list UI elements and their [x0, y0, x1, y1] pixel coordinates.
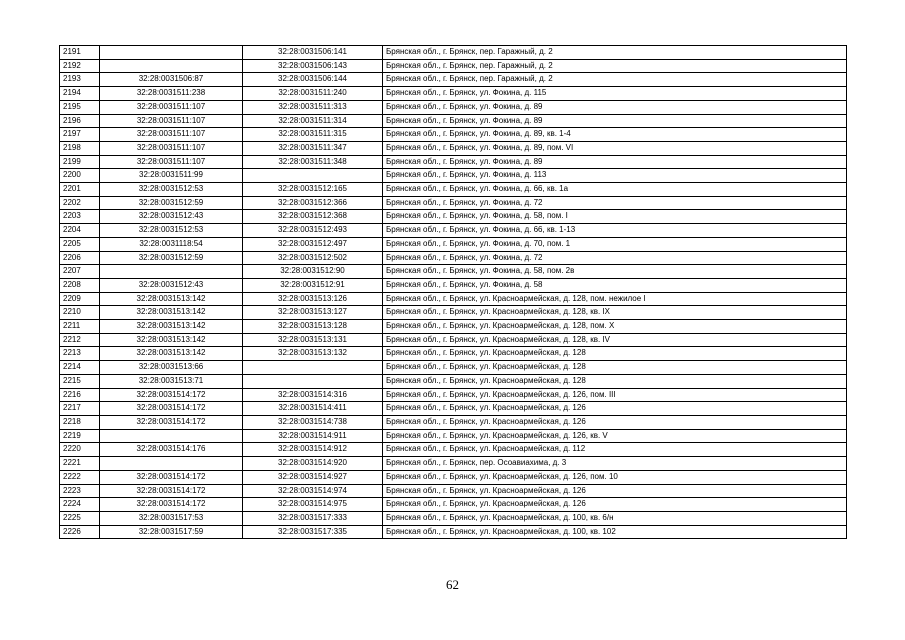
object-number-cell: 32:28:0031512:366: [243, 196, 383, 210]
table-row: [60, 457, 847, 471]
object-number-cell: 32:28:0031506:141: [243, 46, 383, 60]
table-body: [60, 46, 847, 539]
object-number-cell: 32:28:0031517:335: [243, 525, 383, 539]
parcel-number-cell: 32:28:0031513:66: [100, 361, 243, 375]
row-number-cell: 2205: [60, 237, 100, 251]
row-number-cell: 2225: [60, 511, 100, 525]
address-cell: Брянская обл., г. Брянск, ул. Красноармейская, д. 126: [383, 402, 847, 416]
cadastral-table: [59, 45, 847, 539]
table-row: [60, 333, 847, 347]
table-row: [60, 169, 847, 183]
address-cell: Брянская обл., г. Брянск, пер. Гаражный, д. 2: [383, 73, 847, 87]
table-row: [60, 251, 847, 265]
parcel-number-cell: 32:28:0031514:172: [100, 415, 243, 429]
table-row: [60, 73, 847, 87]
address-cell: Брянская обл., г. Брянск, ул. Красноармейская, д. 128, пом. нежилое I: [383, 292, 847, 306]
row-number-cell: 2196: [60, 114, 100, 128]
object-number-cell: 32:28:0031514:975: [243, 498, 383, 512]
row-number-cell: 2219: [60, 429, 100, 443]
address-cell: Брянская обл., г. Брянск, ул. Красноармейская, д. 128: [383, 374, 847, 388]
object-number-cell: 32:28:0031512:493: [243, 224, 383, 238]
object-number-cell: 32:28:0031511:240: [243, 87, 383, 101]
address-cell: Брянская обл., г. Брянск, ул. Фокина, д. 66, кв. 1а: [383, 183, 847, 197]
parcel-number-cell: 32:28:0031514:176: [100, 443, 243, 457]
object-number-cell: 32:28:0031514:912: [243, 443, 383, 457]
parcel-number-cell: 32:28:0031511:99: [100, 169, 243, 183]
address-cell: Брянская обл., г. Брянск, ул. Фокина, д. 58: [383, 278, 847, 292]
table-row: [60, 443, 847, 457]
address-cell: Брянская обл., г. Брянск, ул. Красноармейская, д. 126, пом. 10: [383, 470, 847, 484]
row-number-cell: 2199: [60, 155, 100, 169]
parcel-number-cell: 32:28:0031512:59: [100, 251, 243, 265]
row-number-cell: 2212: [60, 333, 100, 347]
table-row: [60, 237, 847, 251]
address-cell: Брянская обл., г. Брянск, ул. Красноармейская, д. 128, кв. IX: [383, 306, 847, 320]
row-number-cell: 2214: [60, 361, 100, 375]
parcel-number-cell: 32:28:0031513:142: [100, 347, 243, 361]
table-row: [60, 183, 847, 197]
row-number-cell: 2226: [60, 525, 100, 539]
parcel-number-cell: [100, 457, 243, 471]
object-number-cell: 32:28:0031512:497: [243, 237, 383, 251]
object-number-cell: 32:28:0031511:315: [243, 128, 383, 142]
parcel-number-cell: [100, 265, 243, 279]
table-row: [60, 141, 847, 155]
table-row: [60, 292, 847, 306]
row-number-cell: 2192: [60, 59, 100, 73]
table-row: [60, 46, 847, 60]
address-cell: Брянская обл., г. Брянск, ул. Красноармейская, д. 126, пом. III: [383, 388, 847, 402]
parcel-number-cell: 32:28:0031514:172: [100, 402, 243, 416]
object-number-cell: [243, 169, 383, 183]
page-number: 62: [446, 577, 459, 592]
table-row: [60, 429, 847, 443]
parcel-number-cell: 32:28:0031511:107: [100, 100, 243, 114]
row-number-cell: 2204: [60, 224, 100, 238]
object-number-cell: 32:28:0031514:920: [243, 457, 383, 471]
address-cell: Брянская обл., г. Брянск, ул. Красноармейская, д. 126, кв. V: [383, 429, 847, 443]
table-row: [60, 484, 847, 498]
table-row: [60, 210, 847, 224]
address-cell: Брянская обл., г. Брянск, ул. Красноармейская, д. 126: [383, 498, 847, 512]
row-number-cell: 2215: [60, 374, 100, 388]
row-number-cell: 2211: [60, 320, 100, 334]
table-row: [60, 306, 847, 320]
object-number-cell: [243, 374, 383, 388]
address-cell: Брянская обл., г. Брянск, ул. Фокина, д. 89, пом. VI: [383, 141, 847, 155]
object-number-cell: 32:28:0031514:911: [243, 429, 383, 443]
address-cell: Брянская обл., г. Брянск, пер. Гаражный, д. 2: [383, 59, 847, 73]
parcel-number-cell: 32:28:0031513:142: [100, 306, 243, 320]
address-cell: Брянская обл., г. Брянск, ул. Красноармейская, д. 128: [383, 347, 847, 361]
address-cell: Брянская обл., г. Брянск, ул. Фокина, д. 66, кв. 1-13: [383, 224, 847, 238]
table-row: [60, 196, 847, 210]
parcel-number-cell: 32:28:0031514:172: [100, 484, 243, 498]
parcel-number-cell: [100, 59, 243, 73]
object-number-cell: 32:28:0031514:411: [243, 402, 383, 416]
table-row: [60, 498, 847, 512]
object-number-cell: 32:28:0031512:91: [243, 278, 383, 292]
parcel-number-cell: 32:28:0031512:59: [100, 196, 243, 210]
parcel-number-cell: 32:28:0031513:142: [100, 333, 243, 347]
address-cell: Брянская обл., г. Брянск, ул. Фокина, д. 89: [383, 155, 847, 169]
row-number-cell: 2216: [60, 388, 100, 402]
row-number-cell: 2208: [60, 278, 100, 292]
object-number-cell: 32:28:0031506:144: [243, 73, 383, 87]
object-number-cell: 32:28:0031506:143: [243, 59, 383, 73]
parcel-number-cell: 32:28:0031514:172: [100, 470, 243, 484]
address-cell: Брянская обл., г. Брянск, ул. Фокина, д. 89: [383, 100, 847, 114]
parcel-number-cell: 32:28:0031511:238: [100, 87, 243, 101]
address-cell: Брянская обл., г. Брянск, ул. Фокина, д. 113: [383, 169, 847, 183]
address-cell: Брянская обл., г. Брянск, пер. Осоавиахима, д. 3: [383, 457, 847, 471]
parcel-number-cell: 32:28:0031513:142: [100, 292, 243, 306]
object-number-cell: 32:28:0031514:738: [243, 415, 383, 429]
parcel-number-cell: 32:28:0031513:71: [100, 374, 243, 388]
table-row: [60, 155, 847, 169]
parcel-number-cell: 32:28:0031513:142: [100, 320, 243, 334]
table-row: [60, 402, 847, 416]
object-number-cell: 32:28:0031512:502: [243, 251, 383, 265]
table-row: [60, 525, 847, 539]
object-number-cell: 32:28:0031511:347: [243, 141, 383, 155]
table-row: [60, 128, 847, 142]
parcel-number-cell: 32:28:0031118:54: [100, 237, 243, 251]
parcel-number-cell: 32:28:0031511:107: [100, 141, 243, 155]
table-row: [60, 320, 847, 334]
row-number-cell: 2223: [60, 484, 100, 498]
row-number-cell: 2191: [60, 46, 100, 60]
object-number-cell: 32:28:0031514:316: [243, 388, 383, 402]
row-number-cell: 2218: [60, 415, 100, 429]
object-number-cell: 32:28:0031513:126: [243, 292, 383, 306]
parcel-number-cell: 32:28:0031512:43: [100, 278, 243, 292]
table-row: [60, 361, 847, 375]
row-number-cell: 2221: [60, 457, 100, 471]
table-row: [60, 374, 847, 388]
row-number-cell: 2224: [60, 498, 100, 512]
table-row: [60, 114, 847, 128]
address-cell: Брянская обл., г. Брянск, ул. Фокина, д. 72: [383, 251, 847, 265]
address-cell: Брянская обл., г. Брянск, ул. Фокина, д. 72: [383, 196, 847, 210]
row-number-cell: 2210: [60, 306, 100, 320]
row-number-cell: 2206: [60, 251, 100, 265]
parcel-number-cell: [100, 429, 243, 443]
address-cell: Брянская обл., г. Брянск, ул. Красноармейская, д. 100, кв. 6/н: [383, 511, 847, 525]
row-number-cell: 2197: [60, 128, 100, 142]
object-number-cell: 32:28:0031513:132: [243, 347, 383, 361]
table-row: [60, 388, 847, 402]
object-number-cell: 32:28:0031511:348: [243, 155, 383, 169]
table-row: [60, 415, 847, 429]
address-cell: Брянская обл., г. Брянск, ул. Фокина, д. 70, пом. 1: [383, 237, 847, 251]
row-number-cell: 2195: [60, 100, 100, 114]
object-number-cell: 32:28:0031511:314: [243, 114, 383, 128]
row-number-cell: 2217: [60, 402, 100, 416]
table-row: [60, 87, 847, 101]
object-number-cell: 32:28:0031513:127: [243, 306, 383, 320]
table-row: [60, 100, 847, 114]
table-row: [60, 224, 847, 238]
address-cell: Брянская обл., г. Брянск, ул. Фокина, д. 58, пом. 2в: [383, 265, 847, 279]
parcel-number-cell: 32:28:0031512:53: [100, 183, 243, 197]
table-row: [60, 59, 847, 73]
address-cell: Брянская обл., г. Брянск, ул. Фокина, д. 115: [383, 87, 847, 101]
parcel-number-cell: 32:28:0031512:43: [100, 210, 243, 224]
row-number-cell: 2202: [60, 196, 100, 210]
object-number-cell: 32:28:0031512:90: [243, 265, 383, 279]
parcel-number-cell: 32:28:0031511:107: [100, 155, 243, 169]
parcel-number-cell: 32:28:0031514:172: [100, 388, 243, 402]
address-cell: Брянская обл., г. Брянск, ул. Красноармейская, д. 128, пом. X: [383, 320, 847, 334]
address-cell: Брянская обл., г. Брянск, ул. Красноармейская, д. 112: [383, 443, 847, 457]
object-number-cell: 32:28:0031514:974: [243, 484, 383, 498]
object-number-cell: 32:28:0031514:927: [243, 470, 383, 484]
address-cell: Брянская обл., г. Брянск, ул. Красноармейская, д. 128, кв. IV: [383, 333, 847, 347]
object-number-cell: 32:28:0031512:165: [243, 183, 383, 197]
row-number-cell: 2200: [60, 169, 100, 183]
address-cell: Брянская обл., г. Брянск, ул. Красноармейская, д. 128: [383, 361, 847, 375]
row-number-cell: 2209: [60, 292, 100, 306]
object-number-cell: 32:28:0031513:131: [243, 333, 383, 347]
table-row: [60, 347, 847, 361]
address-cell: Брянская обл., г. Брянск, ул. Фокина, д. 89, кв. 1-4: [383, 128, 847, 142]
object-number-cell: 32:28:0031511:313: [243, 100, 383, 114]
object-number-cell: [243, 361, 383, 375]
parcel-number-cell: 32:28:0031511:107: [100, 114, 243, 128]
address-cell: Брянская обл., г. Брянск, пер. Гаражный, д. 2: [383, 46, 847, 60]
address-cell: Брянская обл., г. Брянск, ул. Красноармейская, д. 126: [383, 484, 847, 498]
row-number-cell: 2213: [60, 347, 100, 361]
parcel-number-cell: 32:28:0031517:53: [100, 511, 243, 525]
parcel-number-cell: 32:28:0031517:59: [100, 525, 243, 539]
parcel-number-cell: 32:28:0031514:172: [100, 498, 243, 512]
row-number-cell: 2198: [60, 141, 100, 155]
parcel-number-cell: 32:28:0031506:87: [100, 73, 243, 87]
address-cell: Брянская обл., г. Брянск, ул. Красноармейская, д. 126: [383, 415, 847, 429]
table-row: [60, 470, 847, 484]
row-number-cell: 2203: [60, 210, 100, 224]
row-number-cell: 2194: [60, 87, 100, 101]
parcel-number-cell: 32:28:0031512:53: [100, 224, 243, 238]
row-number-cell: 2193: [60, 73, 100, 87]
row-number-cell: 2201: [60, 183, 100, 197]
table-row: [60, 278, 847, 292]
parcel-number-cell: 32:28:0031511:107: [100, 128, 243, 142]
object-number-cell: 32:28:0031512:368: [243, 210, 383, 224]
row-number-cell: 2207: [60, 265, 100, 279]
object-number-cell: 32:28:0031517:333: [243, 511, 383, 525]
address-cell: Брянская обл., г. Брянск, ул. Фокина, д. 89: [383, 114, 847, 128]
address-cell: Брянская обл., г. Брянск, ул. Фокина, д. 58, пом. I: [383, 210, 847, 224]
address-cell: Брянская обл., г. Брянск, ул. Красноармейская, д. 100, кв. 102: [383, 525, 847, 539]
row-number-cell: 2222: [60, 470, 100, 484]
table-row: [60, 265, 847, 279]
object-number-cell: 32:28:0031513:128: [243, 320, 383, 334]
parcel-number-cell: [100, 46, 243, 60]
table-row: [60, 511, 847, 525]
row-number-cell: 2220: [60, 443, 100, 457]
